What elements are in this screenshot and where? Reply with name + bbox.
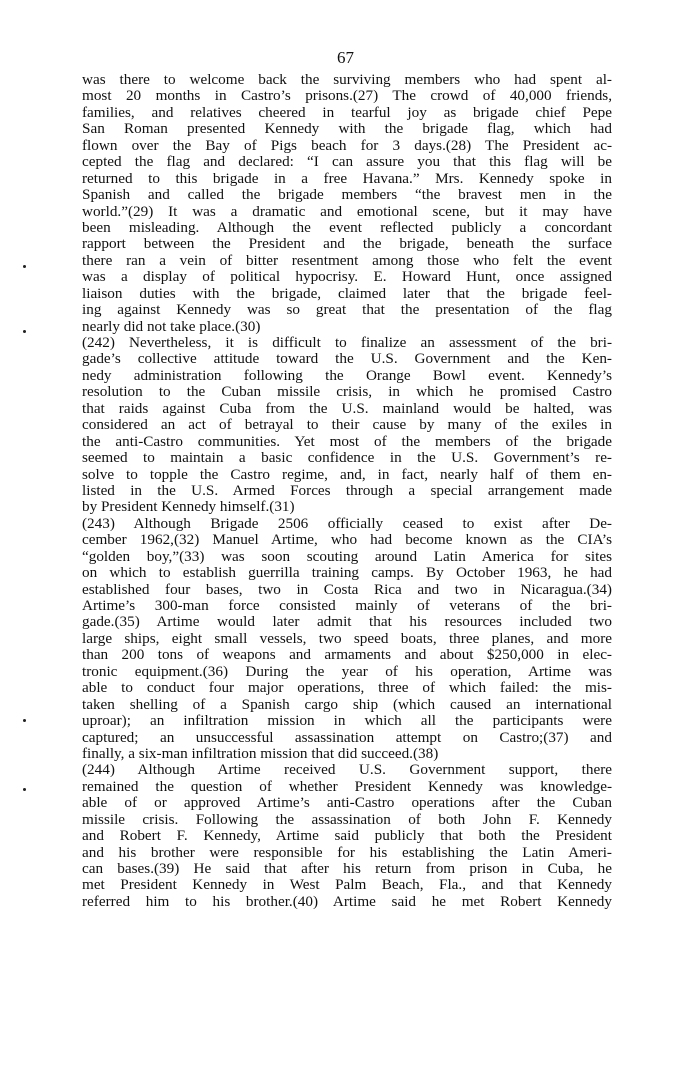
text-line: seemed to maintain a basic confidence in the U.S. Government’s re- <box>82 449 612 467</box>
text-line: than 200 tons of weapons and armaments and about $250,000 in elec- <box>82 646 612 664</box>
text-line: “golden boy,”(33) was soon scouting around Latin America for sites <box>82 547 612 565</box>
text-line: Spanish and called the brigade members “the bravest men in the <box>82 186 612 204</box>
text-line: San Roman presented Kennedy with the brigade flag, which had <box>82 120 612 138</box>
text-line: (243) Although Brigade 2506 officially ceased to exist after De- <box>82 514 612 532</box>
text-line: large ships, eight small vessels, two speed boats, three planes, and more <box>82 629 612 647</box>
text-line: solve to topple the Castro regime, and, in fact, nearly half of them en- <box>82 465 612 483</box>
text-line: returned to this brigade in a free Havana.” Mrs. Kennedy spoke in <box>82 169 612 187</box>
text-line: the anti-Castro communities. Yet most of the members of the brigade <box>82 432 612 450</box>
text-line: and Robert F. Kennedy, Artime said publicly that both the President <box>82 827 612 845</box>
text-line: gade’s collective attitude toward the U.S. Government and the Ken- <box>82 350 612 368</box>
text-line: nedy administration following the Orange Bowl event. Kennedy’s <box>82 366 612 384</box>
text-line: by President Kennedy himself.(31) <box>82 498 295 516</box>
text-line: nearly did not take place.(30) <box>82 317 261 335</box>
text-line: referred him to his brother.(40) Artime said he met Robert Kennedy <box>82 892 612 910</box>
text-line: on which to establish guerrilla training camps. By October 1963, he had <box>82 564 612 582</box>
text-line: remained the question of whether President Kennedy was knowledge- <box>82 777 612 795</box>
text-line: families, and relatives cheered in tearful joy as brigade chief Pepe <box>82 103 612 121</box>
text-line: missile crisis. Following the assassination of both John F. Kennedy <box>82 810 612 828</box>
text-line: gade.(35) Artime would later admit that his resources included two <box>82 613 612 631</box>
text-line: most 20 months in Castro’s prisons.(27) The crowd of 40,000 friends, <box>82 87 612 105</box>
text-line: resolution to the Cuban missile crisis, in which he promised Castro <box>82 383 612 401</box>
page-number: 67 <box>337 48 354 67</box>
margin-mark <box>23 265 26 268</box>
text-line: flown over the Bay of Pigs beach for 3 days.(28) The President ac- <box>82 136 612 154</box>
text-line: and his brother were responsible for his establishing the Latin Ameri- <box>82 843 612 861</box>
text-line: tronic equipment.(36) During the year of his operation, Artime was <box>82 662 612 680</box>
text-line: cember 1962,(32) Manuel Artime, who had become known as the CIA’s <box>82 531 612 549</box>
text-line: was there to welcome back the surviving members who had spent al- <box>82 71 612 88</box>
text-line: able to conduct four major operations, three of which failed: the mis- <box>82 679 612 697</box>
text-line: taken shelling of a Spanish cargo ship (which caused an international <box>82 695 612 713</box>
margin-mark <box>23 788 26 791</box>
text-line: uproar); an infiltration mission in which all the participants were <box>82 712 612 730</box>
text-line: there ran a vein of bitter resentment among those who felt the event <box>82 251 612 269</box>
text-line: ing against Kennedy was so great that the presentation of the flag <box>82 301 612 319</box>
body-text <box>82 72 612 910</box>
margin-mark <box>23 719 26 722</box>
text-line: considered an act of betrayal to their cause by many of the exiles in <box>82 416 612 434</box>
text-line: been misleading. Although the event reflected publicly a concordant <box>82 218 612 236</box>
text-line: Artime’s 300-man force consisted mainly of veterans of the bri- <box>82 597 612 614</box>
text-line: was a display of political hypocrisy. E. Howard Hunt, once assigned <box>82 268 612 286</box>
text-line: established four bases, two in Costa Rica and two in Nicaragua.(34) <box>82 580 612 598</box>
text-line: liaison duties with the brigade, claimed later that the brigade feel- <box>82 284 612 302</box>
text-line: (242) Nevertheless, it is difficult to finalize an assessment of the bri- <box>82 334 612 351</box>
text-line: that raids against Cuba from the U.S. mainland would be halted, was <box>82 399 612 417</box>
text-line: able of or approved Artime’s anti-Castro operations after the Cuban <box>82 794 612 812</box>
text-line: world.”(29) It was a dramatic and emotional scene, but it may have <box>82 202 612 220</box>
margin-mark <box>23 330 26 333</box>
text-line: can bases.(39) He said that after his return from prison in Cuba, he <box>82 860 612 877</box>
text-line: finally, a six-man infiltration mission that did succeed.(38) <box>82 744 439 762</box>
text-line: met President Kennedy in West Palm Beach, Fla., and that Kennedy <box>82 876 612 894</box>
text-line: listed in the U.S. Armed Forces through a special arrangement made <box>82 481 612 499</box>
text-line: captured; an unsuccessful assassination attempt on Castro;(37) and <box>82 728 612 746</box>
text-line: rapport between the President and the brigade, beneath the surface <box>82 235 612 253</box>
text-line: (244) Although Artime received U.S. Government support, there <box>82 761 612 779</box>
text-line: cepted the flag and declared: “I can assure you that this flag will be <box>82 153 612 171</box>
